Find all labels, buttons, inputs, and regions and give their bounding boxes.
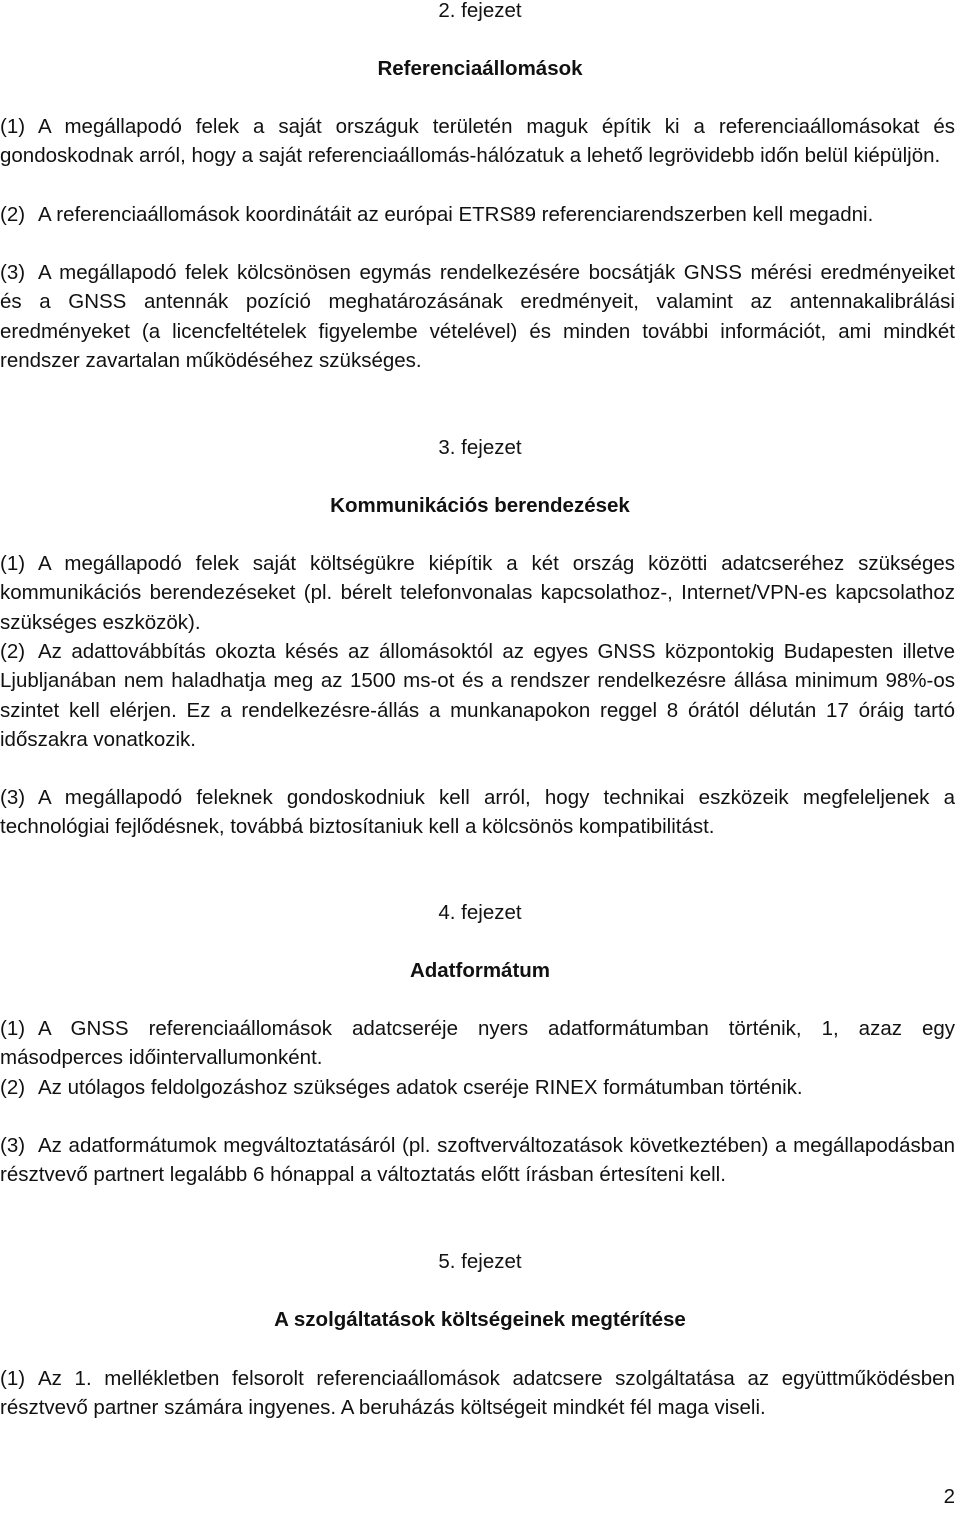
paragraph-number: (1) bbox=[0, 552, 26, 575]
paragraph-number: (2) bbox=[0, 640, 26, 663]
paragraph-text: A megállapodó felek a saját országuk területén maguk építik ki a referenciaállomásokat és gondoskodnak arról, hogy a saját referenciaállomás-hálózatuk a lehető legrövidebb időn belül kiépüljön. bbox=[0, 115, 955, 168]
chapter-number: 2. fejezet bbox=[438, 0, 522, 22]
chapter-title: Adatformátum bbox=[409, 959, 551, 982]
paragraph bbox=[0, 258, 955, 375]
paragraph bbox=[0, 637, 955, 754]
chapter-number: 5. fejezet bbox=[438, 1250, 522, 1273]
paragraph-number: (3) bbox=[0, 1134, 26, 1157]
paragraph-number: (3) bbox=[0, 786, 26, 809]
paragraph-number: (2) bbox=[0, 203, 26, 226]
paragraph bbox=[0, 1364, 955, 1423]
chapter-title: Referenciaállomások bbox=[377, 57, 583, 80]
paragraph-text: Az adatformátumok megváltoztatásáról (pl. szoftverváltozatások következtében) a megállapodásban résztvevő partnert legalább 6 hónappal a változtatás előtt írásban értesíteni kell. bbox=[0, 1134, 955, 1187]
paragraph-text: A GNSS referenciaállomások adatcseréje nyers adatformátumban történik, 1, azaz egy másodperces időintervallumonként. bbox=[0, 1017, 955, 1070]
paragraph-text: A megállapodó felek saját költségükre kiépítik a két ország közötti adatcseréhez szükséges kommunikációs berendezéseket (pl. bérelt telefonvonalas kapcsolathoz-, Internet/VPN-es kapcsolathoz szükséges eszközök). bbox=[0, 552, 955, 634]
paragraph-text: Az 1. mellékletben felsorolt referenciaállomások adatcsere szolgáltatása az együttműködésben résztvevő partner számára ingyenes. A beruházás költségeit mindkét fél maga viseli. bbox=[0, 1367, 955, 1420]
page-number: 2 bbox=[943, 1485, 955, 1508]
chapter-title: A szolgáltatások költségeinek megtérítése bbox=[274, 1308, 686, 1331]
paragraph bbox=[0, 783, 955, 842]
paragraph bbox=[0, 200, 955, 229]
paragraph bbox=[0, 549, 955, 637]
paragraph-number: (2) bbox=[0, 1076, 26, 1099]
paragraph-text: A megállapodó felek kölcsönösen egymás rendelkezésére bocsátják GNSS mérési eredményeiket és a GNSS antennák pozíció meghatározásának eredményeit, valamint az antennakalibrálási eredményeket (a licencfeltételek figyelembe vételével) és minden további információt, ami mindkét rendszer zavartalan működéséhez szükséges. bbox=[0, 261, 955, 372]
paragraph-text: A referenciaállomások koordinátáit az európai ETRS89 referenciarendszerben kell megadni. bbox=[38, 203, 874, 226]
paragraph bbox=[0, 1073, 955, 1102]
paragraph-text: A megállapodó feleknek gondoskodniuk kell arról, hogy technikai eszközeik megfeleljenek a technológiai fejlődésnek, továbbá biztosítaniuk kell a kölcsönös kompatibilitást. bbox=[0, 786, 955, 839]
paragraph-text: Az utólagos feldolgozáshoz szükséges adatok cseréje RINEX formátumban történik. bbox=[38, 1076, 803, 1099]
paragraph bbox=[0, 1014, 955, 1073]
paragraph-number: (3) bbox=[0, 261, 26, 284]
paragraph-number: (1) bbox=[0, 1367, 26, 1390]
chapter-number: 3. fejezet bbox=[438, 436, 522, 459]
chapter-title: Kommunikációs berendezések bbox=[330, 494, 630, 517]
paragraph-number: (1) bbox=[0, 1017, 26, 1040]
paragraph bbox=[0, 1131, 955, 1190]
paragraph-number: (1) bbox=[0, 115, 26, 138]
paragraph-text: Az adattovábbítás okozta késés az állomásoktól az egyes GNSS központokig Budapesten illetve Ljubljanában nem haladhatja meg az 1500 ms-ot és a rendszer rendelkezésre állása minimum 98%-os szintet kell elérjen. Ez a rendelkezésre-állás a munkanapokon reggel 8 órától délután 17 óráig tartó időszakra vonatkozik. bbox=[0, 640, 955, 751]
chapter-number: 4. fejezet bbox=[438, 901, 522, 924]
paragraph bbox=[0, 112, 955, 171]
